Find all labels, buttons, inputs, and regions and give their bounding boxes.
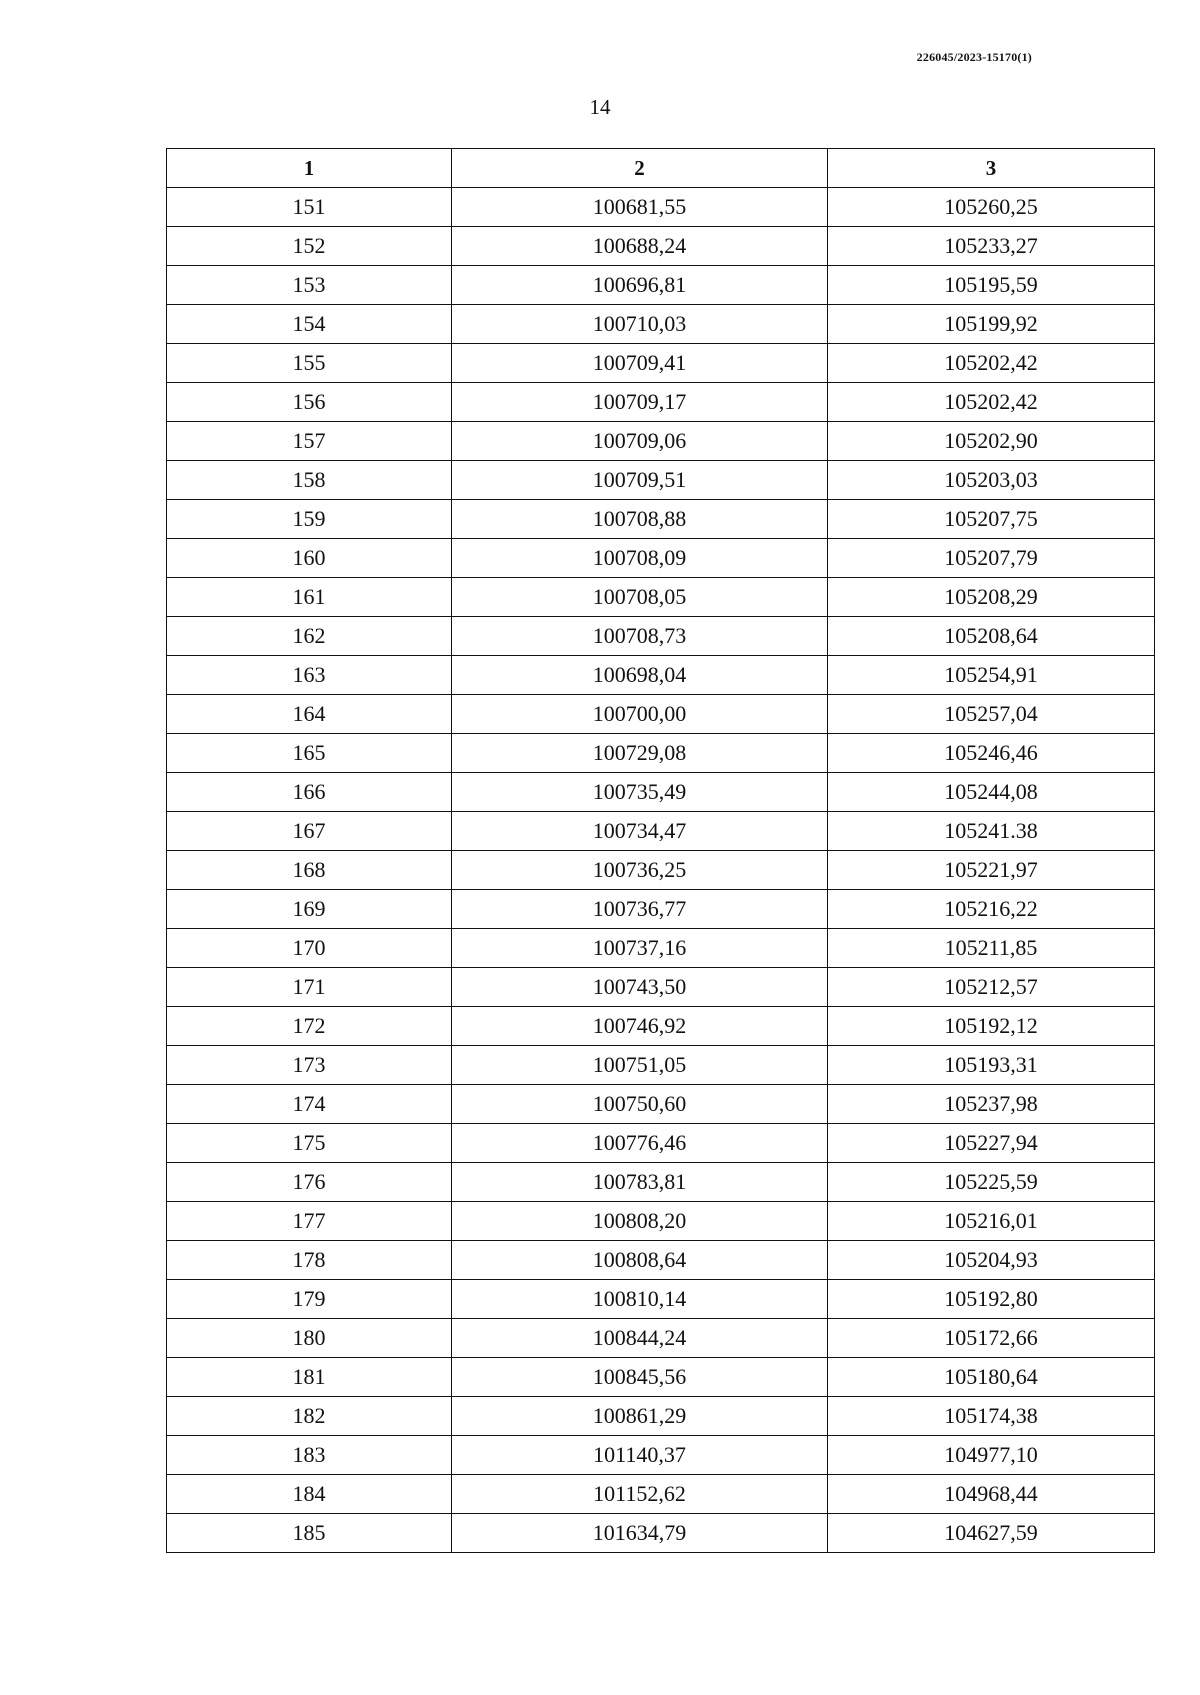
point-number-cell: 180 [167, 1319, 452, 1358]
point-number-cell: 152 [167, 227, 452, 266]
point-number-cell: 154 [167, 305, 452, 344]
y-coordinate-cell: 105257,04 [828, 695, 1155, 734]
point-number-cell: 177 [167, 1202, 452, 1241]
x-coordinate-cell: 101140,37 [452, 1436, 828, 1475]
table-row [167, 1436, 1155, 1475]
point-number-cell: 182 [167, 1397, 452, 1436]
x-coordinate-cell: 100746,92 [452, 1007, 828, 1046]
y-coordinate-cell: 105212,57 [828, 968, 1155, 1007]
table-row [167, 344, 1155, 383]
table-row [167, 851, 1155, 890]
y-coordinate-cell: 105203,03 [828, 461, 1155, 500]
point-number-cell: 175 [167, 1124, 452, 1163]
y-coordinate-cell: 105208,64 [828, 617, 1155, 656]
table-row [167, 1514, 1155, 1553]
point-number-cell: 169 [167, 890, 452, 929]
y-coordinate-cell: 105192,80 [828, 1280, 1155, 1319]
point-number-cell: 167 [167, 812, 452, 851]
x-coordinate-cell: 100776,46 [452, 1124, 828, 1163]
x-coordinate-cell: 100736,25 [452, 851, 828, 890]
point-number-cell: 185 [167, 1514, 452, 1553]
x-coordinate-cell: 100709,41 [452, 344, 828, 383]
point-number-cell: 173 [167, 1046, 452, 1085]
point-number-cell: 166 [167, 773, 452, 812]
table-row [167, 929, 1155, 968]
x-coordinate-cell: 100708,88 [452, 500, 828, 539]
x-coordinate-cell: 100708,73 [452, 617, 828, 656]
point-number-cell: 156 [167, 383, 452, 422]
y-coordinate-cell: 105254,91 [828, 656, 1155, 695]
point-number-cell: 172 [167, 1007, 452, 1046]
x-coordinate-cell: 100736,77 [452, 890, 828, 929]
table-row [167, 812, 1155, 851]
point-number-cell: 155 [167, 344, 452, 383]
table-row [167, 734, 1155, 773]
point-number-cell: 170 [167, 929, 452, 968]
y-coordinate-cell: 104627,59 [828, 1514, 1155, 1553]
table-body [167, 188, 1155, 1553]
x-coordinate-cell: 100735,49 [452, 773, 828, 812]
point-number-cell: 162 [167, 617, 452, 656]
x-coordinate-cell: 100709,51 [452, 461, 828, 500]
point-number-cell: 178 [167, 1241, 452, 1280]
table-row [167, 1163, 1155, 1202]
table-row [167, 1046, 1155, 1085]
y-coordinate-cell: 105221,97 [828, 851, 1155, 890]
point-number-cell: 165 [167, 734, 452, 773]
y-coordinate-cell: 105193,31 [828, 1046, 1155, 1085]
table-row [167, 617, 1155, 656]
table-row [167, 305, 1155, 344]
y-coordinate-cell: 105233,27 [828, 227, 1155, 266]
table-row [167, 1280, 1155, 1319]
table-row [167, 1319, 1155, 1358]
point-number-cell: 168 [167, 851, 452, 890]
column-header: 3 [828, 149, 1155, 188]
table-row [167, 773, 1155, 812]
y-coordinate-cell: 105204,93 [828, 1241, 1155, 1280]
y-coordinate-cell: 105241.38 [828, 812, 1155, 851]
x-coordinate-cell: 100783,81 [452, 1163, 828, 1202]
x-coordinate-cell: 100710,03 [452, 305, 828, 344]
x-coordinate-cell: 100810,14 [452, 1280, 828, 1319]
y-coordinate-cell: 105227,94 [828, 1124, 1155, 1163]
column-header: 2 [452, 149, 828, 188]
y-coordinate-cell: 105260,25 [828, 188, 1155, 227]
x-coordinate-cell: 100845,56 [452, 1358, 828, 1397]
table-header-row [167, 149, 1155, 188]
table-row [167, 461, 1155, 500]
x-coordinate-cell: 100709,17 [452, 383, 828, 422]
x-coordinate-cell: 100737,16 [452, 929, 828, 968]
point-number-cell: 151 [167, 188, 452, 227]
table-row [167, 578, 1155, 617]
point-number-cell: 163 [167, 656, 452, 695]
point-number-cell: 183 [167, 1436, 452, 1475]
y-coordinate-cell: 105172,66 [828, 1319, 1155, 1358]
table-row [167, 1007, 1155, 1046]
table-row [167, 1241, 1155, 1280]
y-coordinate-cell: 105225,59 [828, 1163, 1155, 1202]
point-number-cell: 176 [167, 1163, 452, 1202]
table-row [167, 1202, 1155, 1241]
y-coordinate-cell: 105207,79 [828, 539, 1155, 578]
coordinates-table [166, 148, 1155, 1553]
y-coordinate-cell: 105207,75 [828, 500, 1155, 539]
y-coordinate-cell: 105237,98 [828, 1085, 1155, 1124]
x-coordinate-cell: 101152,62 [452, 1475, 828, 1514]
x-coordinate-cell: 100698,04 [452, 656, 828, 695]
column-header: 1 [167, 149, 452, 188]
table-row [167, 1124, 1155, 1163]
table-row [167, 695, 1155, 734]
point-number-cell: 161 [167, 578, 452, 617]
y-coordinate-cell: 105192,12 [828, 1007, 1155, 1046]
x-coordinate-cell: 100681,55 [452, 188, 828, 227]
point-number-cell: 174 [167, 1085, 452, 1124]
y-coordinate-cell: 105208,29 [828, 578, 1155, 617]
y-coordinate-cell: 105174,38 [828, 1397, 1155, 1436]
x-coordinate-cell: 101634,79 [452, 1514, 828, 1553]
point-number-cell: 157 [167, 422, 452, 461]
x-coordinate-cell: 100844,24 [452, 1319, 828, 1358]
table-row [167, 968, 1155, 1007]
table-row [167, 1475, 1155, 1514]
x-coordinate-cell: 100708,05 [452, 578, 828, 617]
x-coordinate-cell: 100750,60 [452, 1085, 828, 1124]
point-number-cell: 164 [167, 695, 452, 734]
y-coordinate-cell: 104968,44 [828, 1475, 1155, 1514]
table-row [167, 227, 1155, 266]
point-number-cell: 181 [167, 1358, 452, 1397]
table-row [167, 1397, 1155, 1436]
y-coordinate-cell: 104977,10 [828, 1436, 1155, 1475]
x-coordinate-cell: 100861,29 [452, 1397, 828, 1436]
table-row [167, 500, 1155, 539]
table-row [167, 188, 1155, 227]
y-coordinate-cell: 105211,85 [828, 929, 1155, 968]
x-coordinate-cell: 100751,05 [452, 1046, 828, 1085]
table-row [167, 1085, 1155, 1124]
x-coordinate-cell: 100734,47 [452, 812, 828, 851]
y-coordinate-cell: 105246,46 [828, 734, 1155, 773]
y-coordinate-cell: 105199,92 [828, 305, 1155, 344]
page-number: 14 [589, 95, 611, 119]
x-coordinate-cell: 100743,50 [452, 968, 828, 1007]
table-row [167, 383, 1155, 422]
y-coordinate-cell: 105202,42 [828, 383, 1155, 422]
table-row [167, 656, 1155, 695]
table-row [167, 890, 1155, 929]
table-row [167, 266, 1155, 305]
table-row [167, 1358, 1155, 1397]
x-coordinate-cell: 100696,81 [452, 266, 828, 305]
point-number-cell: 184 [167, 1475, 452, 1514]
x-coordinate-cell: 100708,09 [452, 539, 828, 578]
y-coordinate-cell: 105202,42 [828, 344, 1155, 383]
x-coordinate-cell: 100709,06 [452, 422, 828, 461]
point-number-cell: 158 [167, 461, 452, 500]
y-coordinate-cell: 105216,22 [828, 890, 1155, 929]
table-row [167, 539, 1155, 578]
point-number-cell: 159 [167, 500, 452, 539]
x-coordinate-cell: 100808,64 [452, 1241, 828, 1280]
y-coordinate-cell: 105202,90 [828, 422, 1155, 461]
point-number-cell: 179 [167, 1280, 452, 1319]
point-number-cell: 153 [167, 266, 452, 305]
document-reference: 226045/2023-15170(1) [916, 50, 1032, 64]
table-row [167, 422, 1155, 461]
y-coordinate-cell: 105195,59 [828, 266, 1155, 305]
y-coordinate-cell: 105180,64 [828, 1358, 1155, 1397]
x-coordinate-cell: 100729,08 [452, 734, 828, 773]
x-coordinate-cell: 100688,24 [452, 227, 828, 266]
x-coordinate-cell: 100808,20 [452, 1202, 828, 1241]
y-coordinate-cell: 105244,08 [828, 773, 1155, 812]
point-number-cell: 171 [167, 968, 452, 1007]
y-coordinate-cell: 105216,01 [828, 1202, 1155, 1241]
x-coordinate-cell: 100700,00 [452, 695, 828, 734]
point-number-cell: 160 [167, 539, 452, 578]
